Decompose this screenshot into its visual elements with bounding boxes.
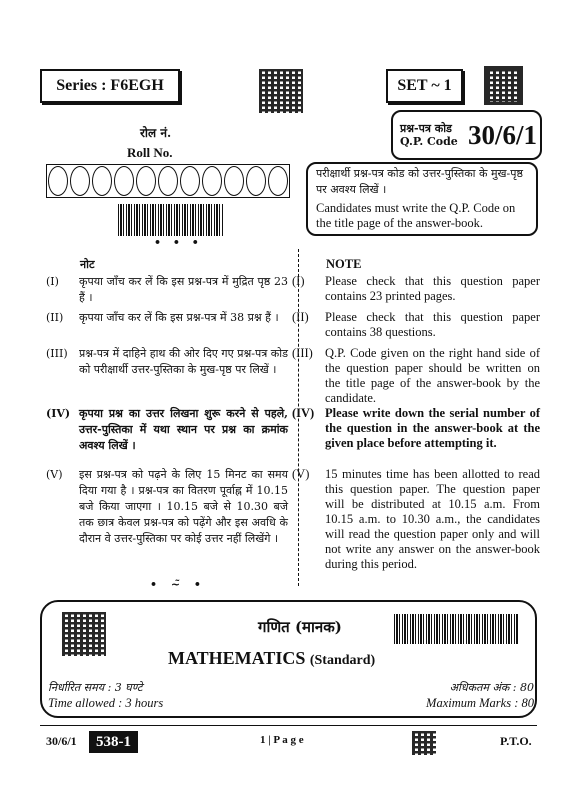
roll-box[interactable] xyxy=(180,166,200,196)
qp-code-label-en: Q.P. Code xyxy=(400,135,458,148)
qp-code-box xyxy=(391,110,542,160)
note-number: (V) xyxy=(292,467,310,481)
note-text: इस प्रश्न-पत्र को पढ़ने के लिए 15 मिनट का समय दिया गया है । प्रश्न-पत्र का वितरण पूर्वाह्न में 10.15 बजे किया जाएगा । 10.15 बजे से 10.30 बजे तक छात्र केवल प्रश्न-पत्र को पढ़ेंगे और इस अवधि के दौरान वे उत्तर-पुस्तिका पर कोई उत्तर नहीं लिखेंगे । xyxy=(79,468,288,545)
qp-instruction-hi: परीक्षार्थी प्रश्न-पत्र कोड को उत्तर-पुस्तिका के मुख-पृष्ठ पर अवश्य लिखें । xyxy=(316,167,523,196)
note-item-en xyxy=(292,274,540,304)
note-text: Please check that this question paper contains 23 printed pages. xyxy=(325,274,540,303)
note-number: (IV) xyxy=(46,407,71,420)
note-heading-en: NOTE xyxy=(326,257,362,271)
roll-number-boxes[interactable] xyxy=(46,164,290,198)
subject-title-en xyxy=(168,648,375,669)
note-number: (IV) xyxy=(292,406,315,420)
qp-instruction-en: Candidates must write the Q.P. Code on the title page of the answer-book. xyxy=(316,201,516,230)
roll-box[interactable] xyxy=(136,166,156,196)
subject-title-hi: गणित (मानक) xyxy=(258,618,342,636)
note-item-en xyxy=(292,406,540,451)
footer-rule xyxy=(40,725,537,726)
note-text: Q.P. Code given on the right hand side of the question paper should be written on the title page of the answer-book by the candidate. xyxy=(325,346,540,405)
qp-code-label-hi: प्रश्न-पत्र कोड xyxy=(400,122,452,135)
barcode-top xyxy=(118,204,224,236)
note-item-hi xyxy=(46,310,288,326)
roll-box[interactable] xyxy=(268,166,288,196)
note-item-en xyxy=(292,346,540,406)
roll-box[interactable] xyxy=(92,166,112,196)
note-number: (V) xyxy=(46,468,63,481)
note-heading-hi: नोट xyxy=(80,258,95,271)
roll-box[interactable] xyxy=(114,166,134,196)
note-text: कृपया जाँच कर लें कि इस प्रश्न-पत्र में 38 प्रश्न हैं । xyxy=(79,311,279,324)
note-text: Please check that this question paper contains 38 questions. xyxy=(325,310,540,339)
roll-label-en: Roll No. xyxy=(127,145,173,160)
set-label: SET ~ 1 xyxy=(386,69,463,103)
note-text: कृपया प्रश्न का उत्तर लिखना शुरू करने से पहले, उत्तर-पुस्तिका में यथा स्थान पर प्रश्न का क्रमांक अवश्य लिखें । xyxy=(79,407,288,452)
note-text: कृपया जाँच कर लें कि इस प्रश्न-पत्र में मुद्रित पृष्ठ 23 हैं । xyxy=(79,275,288,304)
roll-box[interactable] xyxy=(70,166,90,196)
subject-title-en-sub: (Standard) xyxy=(309,653,376,668)
note-number: (I) xyxy=(292,274,305,288)
roll-box[interactable] xyxy=(224,166,244,196)
roll-box[interactable] xyxy=(158,166,178,196)
qr-code-top-right xyxy=(484,66,523,105)
qp-code-value: 30/6/1 xyxy=(468,119,538,150)
qp-code-label xyxy=(400,122,462,148)
pto-label: P.T.O. xyxy=(500,734,532,748)
note-number: (II) xyxy=(292,310,309,324)
note-text: प्रश्न-पत्र में दाहिने हाथ की ओर दिए गए प्रश्न-पत्र कोड को परीक्षार्थी उत्तर-पुस्तिका के मुख-पृष्ठ पर लिखें । xyxy=(79,347,288,376)
subject-title-en-main: MATHEMATICS xyxy=(168,648,306,668)
note-number: (III) xyxy=(46,347,68,360)
note-number: (III) xyxy=(292,346,313,360)
note-text: 15 minutes time has been allotted to read this question paper. The question paper will be distributed at 10.15 a.m. From 10.15 a.m. to 10.30 a.m., the candidates will read the question paper only and will not write any answer on the answer-book during this period. xyxy=(325,467,540,571)
barcode-subject xyxy=(394,614,518,644)
page-number: 1 | P a g e xyxy=(260,734,304,746)
decorative-dots: • ~̃ • xyxy=(150,578,206,591)
note-item-hi xyxy=(46,467,288,547)
note-item-en xyxy=(292,467,540,572)
qr-code-subject xyxy=(62,612,106,656)
note-item-hi xyxy=(46,274,288,306)
footer-badge: 538-1 xyxy=(89,731,138,753)
roll-box[interactable] xyxy=(48,166,68,196)
decorative-dots: • • • xyxy=(154,236,203,249)
qp-instruction-box xyxy=(306,162,538,236)
note-number: (I) xyxy=(46,275,59,288)
note-text: Please write down the serial number of the question in the answer-book at the given place before attempting it. xyxy=(325,406,540,450)
note-item-hi xyxy=(46,346,288,378)
max-marks-hi: अधिकतम अंक : 80 xyxy=(449,681,534,694)
roll-box[interactable] xyxy=(246,166,266,196)
time-allowed-en: Time allowed : 3 hours xyxy=(48,696,164,710)
note-item-hi xyxy=(46,406,288,454)
qr-code-footer xyxy=(412,731,436,755)
max-marks-en: Maximum Marks : 80 xyxy=(426,696,534,710)
qr-code-top-center xyxy=(259,69,303,113)
roll-box[interactable] xyxy=(202,166,222,196)
time-allowed-hi: निर्धारित समय : 3 घण्टे xyxy=(48,681,143,694)
footer-code: 30/6/1 xyxy=(46,734,77,748)
note-number: (II) xyxy=(46,311,64,324)
series-label: Series : F6EGH xyxy=(40,69,180,103)
roll-label-hi: रोल नं. xyxy=(140,126,172,140)
note-item-en xyxy=(292,310,540,340)
